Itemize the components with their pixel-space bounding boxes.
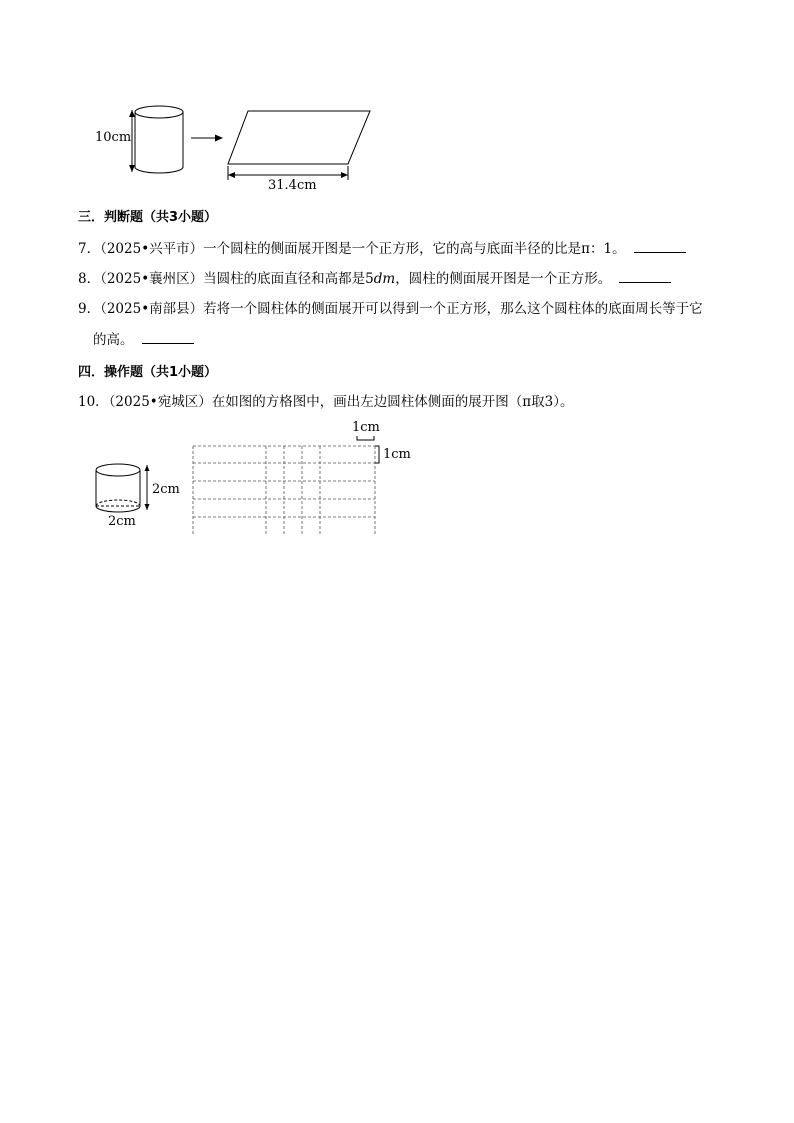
question-10 (78, 392, 573, 412)
grid-unit-right-label: 1cm (383, 447, 411, 462)
answer-blank[interactable] (619, 268, 671, 283)
section-title-operation: 四．操作题（共1小题） (78, 365, 218, 380)
cylinder-bottom-back-arc (96, 500, 140, 506)
question-text: 若将一个圆柱体的侧面展开可以得到一个正方形，那么这个圆柱体的底面周长等于它 (203, 301, 703, 317)
question-text-after: ，圆柱的侧面展开图是一个正方形。 (395, 271, 612, 287)
arrow-head-icon (145, 504, 150, 510)
cylinder-diameter-label: 2cm (108, 514, 136, 529)
question-source: （2025•襄州区） (100, 271, 204, 287)
unit-text: dm (373, 271, 396, 287)
question-9 (78, 299, 703, 319)
cylinder-unfold-figure (90, 100, 390, 200)
unit-bracket-right (375, 446, 379, 463)
grid-lines (193, 446, 375, 536)
question-text-cont: 的高。 (93, 332, 134, 348)
cylinder-bottom-front-arc (96, 506, 140, 512)
grid-unit-top-label: 1cm (352, 420, 380, 435)
cylinder-height-label: 2cm (152, 482, 180, 497)
question-source: （2025•宛城区） (108, 394, 212, 410)
cylinder-top-ellipse (135, 106, 183, 118)
question-number: 7． (78, 241, 101, 257)
arrow-right-icon (215, 135, 223, 142)
parallelogram (228, 111, 370, 164)
section-title-judgement: 三．判断题（共3小题） (78, 210, 218, 225)
question-text: 当圆柱的底面直径和高都是5 (203, 271, 374, 287)
arrow-head-icon (145, 465, 150, 471)
arrow-head-icon (129, 165, 135, 172)
question-7 (78, 238, 686, 259)
question-number: 9． (78, 301, 101, 317)
arrow-head-icon (129, 110, 135, 117)
question-source: （2025•兴平市） (100, 241, 204, 257)
arrow-head-icon (341, 172, 348, 178)
cylinder-top-ellipse (96, 464, 140, 476)
question-text: 在如图的方格图中，画出左边圆柱体侧面的展开图（π取3）。 (211, 394, 574, 410)
answer-blank[interactable] (142, 329, 194, 344)
square-grid (190, 418, 420, 538)
arrow-head-icon (228, 172, 235, 178)
question-number: 8． (78, 271, 101, 287)
question-number: 10． (78, 394, 109, 410)
question-8 (78, 268, 671, 289)
unit-bracket-top (357, 436, 374, 440)
small-cylinder-figure (92, 460, 182, 540)
height-label: 10cm (95, 130, 132, 145)
question-source: （2025•南部县） (100, 301, 204, 317)
answer-blank[interactable] (634, 238, 686, 253)
cylinder-bottom-arc (135, 167, 183, 173)
question-9-continued (93, 329, 194, 350)
width-label: 31.4cm (268, 178, 317, 193)
question-text: 一个圆柱的侧面展开图是一个正方形，它的高与底面半径的比是π：1。 (203, 241, 626, 257)
